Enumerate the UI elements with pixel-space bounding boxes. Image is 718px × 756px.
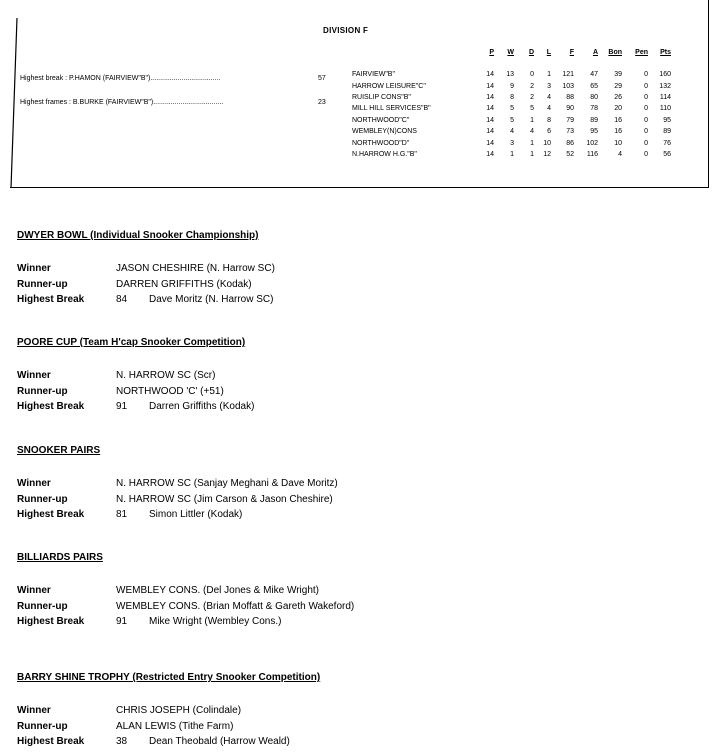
- cell-l: 3: [547, 82, 551, 90]
- cell-l: 4: [547, 93, 551, 101]
- cell-pen: 0: [644, 128, 648, 136]
- cell-pts: 114: [659, 93, 671, 101]
- cell-bon: 20: [614, 105, 622, 113]
- highest-break-player: Simon Littler (Kodak): [149, 509, 243, 520]
- competition-title: SNOOKER PAIRS: [17, 445, 101, 456]
- cell-bon: 16: [614, 116, 622, 124]
- cell-a: 102: [586, 139, 598, 147]
- highest-break-player: Dave Moritz (N. Harrow SC): [149, 294, 274, 305]
- cell-p: 14: [486, 105, 494, 113]
- competition-results: [17, 585, 355, 632]
- highest-break-label: Highest break : P.HAMON (FAIRVIEW"B")....................................: [20, 75, 221, 82]
- winner-row: [17, 263, 275, 279]
- runnerup-value: N. HARROW SC (Jim Carson & Jason Cheshire): [116, 493, 333, 505]
- competition-results: [17, 705, 320, 752]
- runnerup-row: [17, 386, 245, 402]
- cell-bon: 4: [618, 150, 622, 158]
- table-row: [352, 69, 671, 80]
- runnerup-label: Runner-up: [17, 493, 68, 505]
- runnerup-label: Runner-up: [17, 720, 68, 732]
- winner-value: WEMBLEY CONS. (Del Jones & Mike Wright): [116, 585, 320, 596]
- table-row: [352, 80, 671, 91]
- header-f: F: [569, 49, 574, 56]
- cell-w: 9: [510, 82, 514, 90]
- cell-w: 4: [510, 128, 514, 136]
- table-row: [352, 92, 671, 103]
- header-d: D: [528, 49, 534, 56]
- cell-pts: 95: [663, 116, 671, 124]
- runnerup-row: [17, 279, 258, 295]
- cell-l: 1: [547, 71, 551, 79]
- highest-break-player: Darren Griffiths (Kodak): [149, 401, 255, 412]
- highest-break-label: Highest Break: [17, 736, 85, 747]
- cell-pts: 110: [659, 105, 671, 113]
- winner-row: [17, 478, 338, 494]
- table-row: [352, 137, 671, 148]
- cell-l: 4: [547, 105, 551, 113]
- competition-title: BILLIARDS PAIRS: [17, 552, 103, 563]
- cell-p: 14: [486, 150, 494, 158]
- runnerup-value: DARREN GRIFFITHS (Kodak): [116, 278, 252, 290]
- cell-bon: 26: [614, 93, 622, 101]
- cell-w: 13: [506, 71, 514, 79]
- cell-f: 121: [562, 71, 574, 79]
- winner-row: [17, 585, 320, 601]
- runnerup-row: [17, 493, 333, 510]
- highest-break-row: [17, 294, 274, 310]
- competition-section: [17, 230, 275, 310]
- highest-break-value: 81: [116, 509, 128, 520]
- cell-l: 12: [543, 150, 551, 158]
- team-name: WEMBLEY(N)CONS: [352, 128, 417, 136]
- league-table: [352, 49, 671, 160]
- header-p: P: [489, 49, 494, 56]
- cell-d: 2: [530, 82, 534, 90]
- cell-w: 5: [510, 105, 514, 113]
- competition-section: [17, 445, 338, 525]
- highest-break-label: Highest Break: [17, 616, 85, 627]
- team-name: HARROW LEISURE"C": [352, 82, 426, 90]
- runnerup-label: Runner-up: [17, 385, 68, 397]
- cell-d: 2: [530, 93, 534, 101]
- cell-f: 73: [566, 128, 574, 136]
- cell-pts: 89: [663, 128, 671, 136]
- highest-break-value: 84: [116, 294, 128, 305]
- highest-break-row: [17, 509, 243, 525]
- cell-pts: 132: [659, 82, 671, 90]
- cell-bon: 39: [614, 71, 622, 79]
- competition-title: DWYER BOWL (Individual Snooker Championship): [17, 230, 259, 241]
- competition-results: [17, 370, 255, 417]
- cell-pts: 76: [663, 139, 671, 147]
- cell-bon: 10: [614, 139, 622, 147]
- cell-pen: 0: [644, 150, 648, 158]
- highest-break-label: Highest Break: [17, 509, 85, 520]
- team-name: N.HARROW H.G."B": [352, 150, 417, 158]
- cell-f: 79: [566, 116, 574, 124]
- cell-w: 3: [510, 139, 514, 147]
- winner-label: Winner: [17, 478, 51, 489]
- cell-d: 4: [530, 128, 534, 136]
- cell-f: 86: [566, 139, 574, 147]
- cell-a: 80: [590, 93, 598, 101]
- competition-results: [17, 263, 275, 310]
- cell-w: 8: [510, 93, 514, 101]
- cell-p: 14: [486, 93, 494, 101]
- cell-pen: 0: [644, 82, 648, 90]
- cell-p: 14: [486, 116, 494, 124]
- runnerup-row: [17, 600, 355, 617]
- highest-break-label: Highest Break: [17, 401, 85, 412]
- cell-f: 90: [566, 105, 574, 113]
- cell-w: 1: [510, 150, 514, 158]
- team-name: FAIRVIEW"B": [352, 71, 395, 79]
- header-bon: Bon: [608, 49, 622, 56]
- cell-l: 10: [543, 139, 551, 147]
- winner-value: N. HARROW SC (Scr): [116, 370, 216, 381]
- cell-pen: 0: [644, 71, 648, 79]
- cell-a: 95: [590, 128, 598, 136]
- runnerup-value: ALAN LEWIS (Tithe Farm): [116, 720, 234, 732]
- team-name: MILL HILL SERVICES"B": [352, 105, 431, 113]
- winner-label: Winner: [17, 585, 51, 596]
- runnerup-value: NORTHWOOD 'C' (+51): [116, 385, 224, 397]
- winner-value: JASON CHESHIRE (N. Harrow SC): [116, 263, 275, 274]
- winner-row: [17, 370, 245, 386]
- winner-value: CHRIS JOSEPH (Colindale): [116, 705, 242, 716]
- cell-f: 88: [566, 93, 574, 101]
- cell-f: 103: [562, 82, 574, 90]
- competition-results: [17, 478, 338, 525]
- team-name: RUISLIP CONS"B": [352, 93, 411, 101]
- cell-f: 52: [566, 150, 574, 158]
- runnerup-row: [17, 721, 320, 737]
- cell-l: 8: [547, 116, 551, 124]
- cell-p: 14: [486, 71, 494, 79]
- cell-a: 78: [590, 105, 598, 113]
- highest-frames-value: 23: [318, 99, 326, 106]
- table-row: [352, 103, 671, 114]
- cell-p: 14: [486, 128, 494, 136]
- cell-d: 1: [530, 150, 534, 158]
- cell-l: 6: [547, 128, 551, 136]
- cell-d: 1: [530, 116, 534, 124]
- competition-section: [17, 337, 255, 417]
- table-row: [352, 126, 671, 137]
- highest-break-player: Mike Wright (Wembley Cons.): [149, 616, 282, 627]
- cell-d: 0: [530, 71, 534, 79]
- division-title: DIVISION F: [323, 26, 369, 35]
- highest-break-label: Highest Break: [17, 294, 85, 305]
- header-pts: Pts: [660, 49, 671, 56]
- competition-section: [17, 672, 320, 752]
- cell-pen: 0: [644, 93, 648, 101]
- winner-value: N. HARROW SC (Sanjay Meghani & Dave Moritz): [116, 478, 338, 489]
- cell-w: 5: [510, 116, 514, 124]
- header-w: W: [507, 49, 514, 56]
- highest-break-value: 57: [318, 75, 326, 82]
- header-a: A: [592, 49, 598, 56]
- cell-bon: 29: [614, 82, 622, 90]
- table-row: [352, 115, 671, 126]
- cell-a: 89: [590, 116, 598, 124]
- runnerup-label: Runner-up: [17, 278, 68, 290]
- box-corner-line: [0, 18, 18, 188]
- header-pen: Pen: [635, 49, 648, 56]
- highest-break-row: [17, 616, 282, 632]
- cell-pen: 0: [644, 116, 648, 124]
- cell-pts: 160: [659, 71, 671, 79]
- cell-d: 5: [530, 105, 534, 113]
- highest-break-value: 91: [116, 401, 128, 412]
- highest-break-value: 91: [116, 616, 128, 627]
- competition-title: BARRY SHINE TROPHY (Restricted Entry Snooker Competition): [17, 672, 321, 683]
- cell-pts: 56: [663, 150, 671, 158]
- cell-p: 14: [486, 82, 494, 90]
- cell-a: 65: [590, 82, 598, 90]
- highest-break-value: 38: [116, 736, 128, 747]
- highest-break-row: [17, 736, 320, 752]
- runnerup-value: WEMBLEY CONS. (Brian Moffatt & Gareth Wakeford): [116, 600, 355, 612]
- runnerup-label: Runner-up: [17, 600, 68, 612]
- cell-p: 14: [486, 139, 494, 147]
- cell-bon: 16: [614, 128, 622, 136]
- table-row: [352, 149, 671, 160]
- team-name: NORTHWOOD"C": [352, 116, 410, 124]
- competition-section: [17, 552, 355, 632]
- header-team: [352, 49, 472, 69]
- cell-pen: 0: [644, 139, 648, 147]
- winner-label: Winner: [17, 263, 51, 274]
- cell-a: 47: [590, 71, 598, 79]
- league-body: [352, 69, 671, 160]
- cell-d: 1: [530, 139, 534, 147]
- winner-label: Winner: [17, 705, 51, 716]
- header-l: L: [546, 49, 551, 56]
- highest-frames-label: Highest frames : B.BURKE (FAIRVIEW"B")....................................: [20, 99, 224, 106]
- highest-break-row: [17, 401, 255, 417]
- cell-a: 116: [586, 150, 598, 158]
- league-header-row: [352, 49, 671, 69]
- winner-row: [17, 705, 320, 721]
- competition-title: POORE CUP (Team H'cap Snooker Competition): [17, 337, 246, 348]
- cell-pen: 0: [644, 105, 648, 113]
- highest-break-player: Dean Theobald (Harrow Weald): [149, 736, 290, 747]
- team-name: NORTHWOOD"D": [352, 139, 410, 147]
- winner-label: Winner: [17, 370, 51, 381]
